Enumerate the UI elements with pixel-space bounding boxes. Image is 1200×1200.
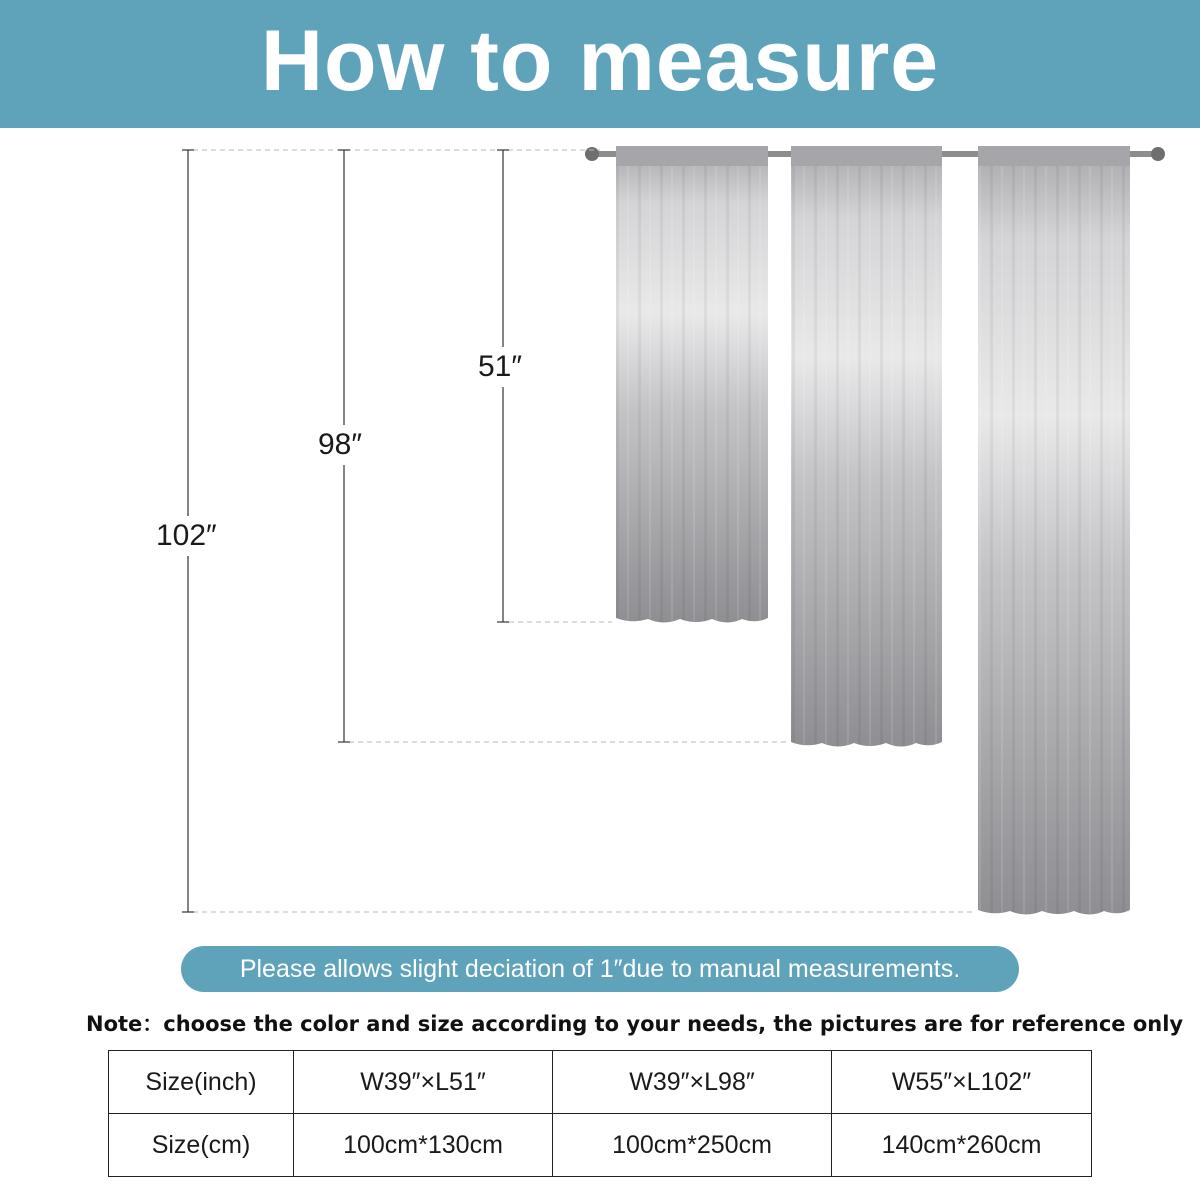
reference-note: Note：choose the color and size according to your needs, the pictures are for reference only bbox=[86, 1012, 1184, 1036]
table-cell: W39″×L98″ bbox=[553, 1051, 832, 1114]
curtain-panel-98 bbox=[791, 146, 942, 747]
table-cell: W55″×L102″ bbox=[832, 1051, 1092, 1114]
table-cell: 100cm*130cm bbox=[294, 1114, 553, 1177]
table-cell: 140cm*260cm bbox=[832, 1114, 1092, 1177]
table-cell: W39″×L51″ bbox=[294, 1051, 553, 1114]
table-cell: Size(inch) bbox=[109, 1051, 294, 1114]
dimension-label-102: 102″ bbox=[156, 516, 217, 556]
table-cell: 100cm*250cm bbox=[553, 1114, 832, 1177]
table-row bbox=[109, 1114, 1092, 1177]
header-banner bbox=[0, 0, 1200, 128]
table-row bbox=[109, 1051, 1092, 1114]
curtain-panel-51 bbox=[616, 146, 768, 623]
size-table bbox=[108, 1050, 1092, 1177]
table-cell: Size(cm) bbox=[109, 1114, 294, 1177]
page-title: How to measure bbox=[260, 13, 940, 109]
curtain-panel-102 bbox=[978, 146, 1130, 915]
deviation-note: Please allows slight deciation of 1″due to manual measurements. bbox=[181, 946, 1019, 992]
dimension-label-98: 98″ bbox=[318, 425, 362, 465]
dimension-label-51: 51″ bbox=[478, 347, 522, 387]
